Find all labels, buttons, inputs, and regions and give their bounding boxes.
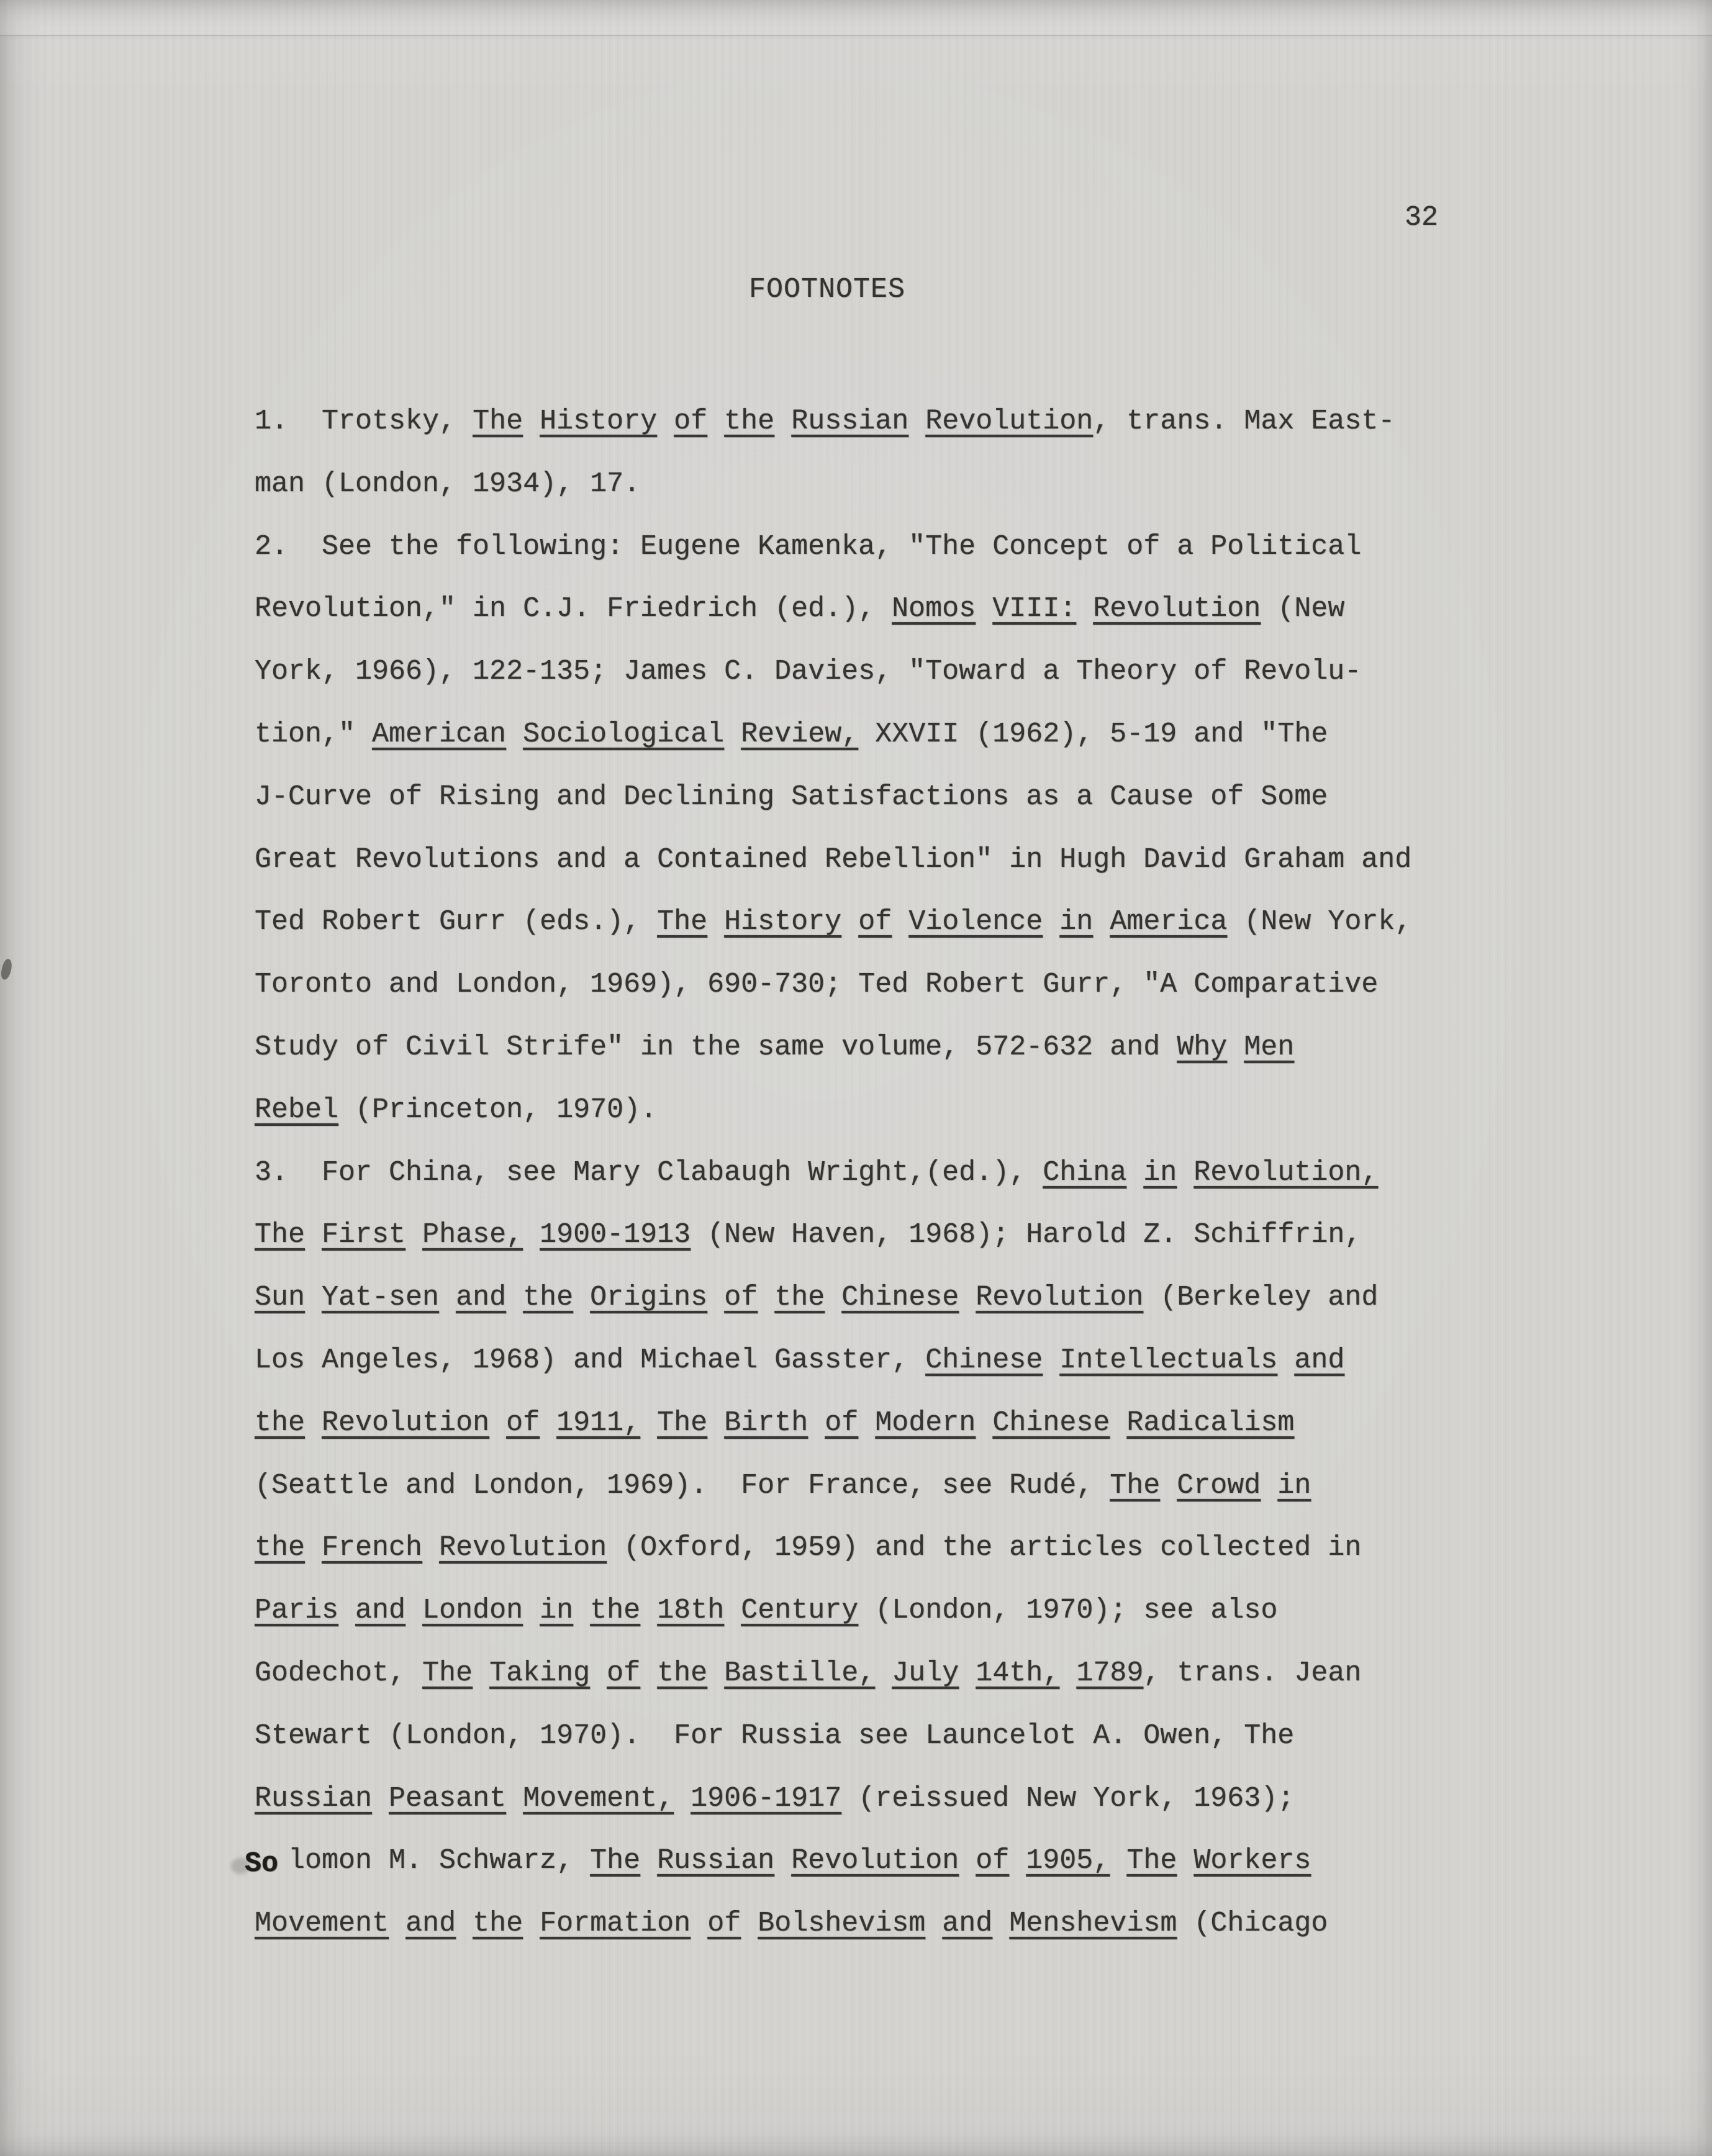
underlined-text: Chinese xyxy=(841,1282,959,1313)
underlined-text: French xyxy=(322,1532,423,1564)
text-run: Toronto and London, 1969), 690-730; Ted Robert Gurr, "A Comparative xyxy=(255,969,1379,1000)
underlined-text: The xyxy=(1126,1845,1177,1877)
text-run: lomon M. Schwarz, xyxy=(288,1845,591,1877)
underlined-text: in xyxy=(1143,1157,1177,1189)
text-run xyxy=(523,1219,540,1251)
text-line xyxy=(255,1722,1294,1750)
underlined-text: the xyxy=(590,1595,641,1626)
text-line xyxy=(255,720,1328,748)
text-line xyxy=(255,908,1411,936)
text-line xyxy=(255,1659,1361,1687)
underlined-text: Modern xyxy=(875,1407,976,1439)
underlined-text: The xyxy=(473,405,523,437)
underlined-text: 1911, xyxy=(556,1407,641,1439)
underlined-text: Movement xyxy=(255,1908,389,1939)
underlined-text: 1905, xyxy=(1026,1845,1110,1877)
underlined-text: Review, xyxy=(741,718,859,750)
underlined-text: Formation xyxy=(540,1908,691,1939)
text-run: (Seattle and London, 1969). For France, see Rudé, xyxy=(255,1470,1110,1502)
underlined-text: Menshevism xyxy=(1009,1908,1177,1939)
text-run: Godechot, xyxy=(255,1657,423,1689)
underlined-text: of xyxy=(724,1282,758,1313)
underlined-text: The xyxy=(657,906,708,938)
underlined-text: Bolshevism xyxy=(758,1908,926,1939)
text-line xyxy=(255,1096,657,1124)
text-line xyxy=(255,1409,1294,1437)
underlined-text: VIII: xyxy=(992,593,1077,625)
underlined-text: Paris xyxy=(255,1595,339,1626)
underlined-text: Sociological xyxy=(523,718,725,750)
underlined-text: The xyxy=(255,1219,306,1251)
text-line xyxy=(255,1534,1361,1562)
overstruck-correction: So xyxy=(245,1848,279,1880)
text-run: , trans. Jean xyxy=(1143,1657,1362,1689)
text-run: man (London, 1934), 17. xyxy=(255,468,641,500)
underlined-text: Revolution xyxy=(925,405,1094,437)
text-line xyxy=(255,595,1344,623)
text-run: J-Curve of Rising and Declining Satisfactions as a Cause of Some xyxy=(255,781,1328,813)
underlined-text: of xyxy=(674,405,708,437)
underlined-text: First xyxy=(322,1219,406,1251)
underlined-text: Chinese xyxy=(992,1407,1110,1439)
text-run: (London, 1970); see also xyxy=(858,1595,1278,1626)
underlined-text: Century xyxy=(741,1595,859,1626)
text-run: XXVII (1962), 5-19 and "The xyxy=(858,718,1328,750)
underlined-text: the xyxy=(774,1282,825,1313)
underlined-text: and xyxy=(456,1282,507,1313)
underlined-text: the xyxy=(255,1532,306,1564)
underlined-text: The xyxy=(657,1407,708,1439)
underlined-text: Russian xyxy=(791,405,909,437)
text-run: (New Haven, 1968); Harold Z. Schiffrin, xyxy=(691,1219,1362,1251)
underlined-text: in xyxy=(1277,1470,1311,1502)
underlined-text: of xyxy=(707,1908,741,1939)
underlined-text: The xyxy=(1110,1470,1161,1502)
text-run: Revolution," in C.J. Friedrich (ed.), xyxy=(255,593,892,625)
underlined-text: Revolution xyxy=(322,1407,490,1439)
text-run xyxy=(640,1407,657,1439)
underlined-text: of xyxy=(825,1407,859,1439)
underlined-text: China xyxy=(1043,1157,1127,1189)
text-run: (Berkeley and xyxy=(1143,1282,1379,1313)
underlined-text: of xyxy=(858,906,892,938)
underlined-text: Phase, xyxy=(422,1219,523,1251)
underlined-text: in xyxy=(1059,906,1094,938)
text-run: (Princeton, 1970). xyxy=(338,1094,658,1126)
underlined-text: Bastille, xyxy=(724,1657,876,1689)
underlined-text: 1906-1917 xyxy=(691,1783,842,1814)
text-run xyxy=(1110,1845,1126,1877)
text-run: Stewart (London, 1970). For Russia see Launcelot A. Owen, The xyxy=(255,1720,1295,1752)
underlined-text: the xyxy=(255,1407,306,1439)
text-run: Study of Civil Strife" in the same volume, 572-632 and xyxy=(255,1031,1177,1063)
text-run: 1. Trotsky, xyxy=(255,405,473,437)
underlined-text: Yat-sen xyxy=(322,1282,440,1313)
text-run: (Oxford, 1959) and the articles collected in xyxy=(607,1532,1362,1564)
text-run: tion," xyxy=(255,718,373,750)
page-title: FOOTNOTES xyxy=(749,274,906,306)
underlined-text: London xyxy=(422,1595,523,1626)
underlined-text: of xyxy=(607,1657,641,1689)
underlined-text: 1900-1913 xyxy=(540,1219,691,1251)
text-run xyxy=(674,1783,691,1814)
underlined-text: and xyxy=(1294,1344,1345,1376)
paper-top-edge xyxy=(0,0,1712,35)
underlined-text: Russian xyxy=(255,1783,373,1814)
underlined-text: Movement, xyxy=(523,1783,674,1814)
underlined-text: and xyxy=(355,1595,406,1626)
text-run: 2. See the following: Eugene Kamenka, "The Concept of a Political xyxy=(255,531,1362,563)
underlined-text: of xyxy=(976,1845,1010,1877)
underlined-text: the xyxy=(657,1657,708,1689)
text-run: (New York, xyxy=(1227,906,1412,938)
underlined-text: and xyxy=(942,1908,993,1939)
text-line xyxy=(255,658,1361,686)
underlined-text: The xyxy=(422,1657,473,1689)
underlined-text: The xyxy=(590,1845,641,1877)
text-run: Great Revolutions and a Contained Rebellion" in Hugh David Graham and xyxy=(255,844,1412,876)
text-run: 3. For China, see Mary Clabaugh Wright,(ed.), xyxy=(255,1157,1043,1189)
underlined-text: Revolution xyxy=(976,1282,1144,1313)
text-line xyxy=(255,533,1361,561)
underlined-text: and xyxy=(405,1908,456,1939)
underlined-text: American xyxy=(372,718,507,750)
text-run: York, 1966), 122-135; James C. Davies, "Toward a Theory of Revolu- xyxy=(255,656,1362,687)
text-run: (New xyxy=(1261,593,1345,625)
underlined-text: 18th xyxy=(657,1595,725,1626)
underlined-text: Revolution xyxy=(791,1845,959,1877)
underlined-text: the xyxy=(473,1908,523,1939)
underlined-text: of xyxy=(506,1407,540,1439)
underlined-text: 14th, xyxy=(976,1657,1060,1689)
text-line xyxy=(255,407,1395,435)
underlined-text: Revolution, xyxy=(1193,1157,1379,1189)
text-line xyxy=(255,470,640,498)
text-line xyxy=(255,1346,1344,1374)
underlined-text: Radicalism xyxy=(1126,1407,1295,1439)
text-run xyxy=(1059,1657,1076,1689)
text-line xyxy=(255,971,1378,999)
text-line xyxy=(255,1472,1311,1500)
underlined-text: Men xyxy=(1244,1031,1295,1063)
text-run xyxy=(1076,593,1093,625)
underlined-text: Taking xyxy=(489,1657,591,1689)
text-line xyxy=(255,1221,1361,1249)
text-run xyxy=(875,1657,892,1689)
text-line xyxy=(255,1159,1378,1187)
text-run: Los Angeles, 1968) and Michael Gasster, xyxy=(255,1344,926,1376)
text-run: (reissued New York, 1963); xyxy=(841,1783,1295,1814)
underlined-text: Peasant xyxy=(389,1783,507,1814)
text-run: , trans. Max East- xyxy=(1093,405,1395,437)
underlined-text: the xyxy=(724,405,775,437)
underlined-text: Russian xyxy=(657,1845,775,1877)
text-run: (Chicago xyxy=(1177,1908,1328,1939)
text-line xyxy=(255,1033,1294,1061)
underlined-text: July xyxy=(892,1657,959,1689)
underlined-text: Workers xyxy=(1193,1845,1311,1877)
underlined-text: Sun xyxy=(255,1282,306,1313)
underlined-text: Revolution xyxy=(1093,593,1261,625)
underlined-text: Origins xyxy=(590,1282,708,1313)
underlined-text: America xyxy=(1110,906,1228,938)
text-line xyxy=(255,1909,1328,1937)
underlined-text: Revolution xyxy=(439,1532,607,1564)
underlined-text: Birth xyxy=(724,1407,808,1439)
underlined-text: Why xyxy=(1177,1031,1228,1063)
underlined-text: Violence xyxy=(908,906,1043,938)
ink-mark xyxy=(0,958,14,981)
text-line xyxy=(255,1785,1294,1813)
underlined-text: Rebel xyxy=(255,1094,339,1126)
underlined-text: Nomos xyxy=(892,593,976,625)
underlined-text: 1789 xyxy=(1076,1657,1144,1689)
underlined-text: Chinese xyxy=(925,1344,1043,1376)
underlined-text: History xyxy=(540,405,658,437)
underlined-text: Intellectuals xyxy=(1059,1344,1278,1376)
text-run: Ted Robert Gurr (eds.), xyxy=(255,906,658,938)
text-line xyxy=(245,1845,1311,1880)
paper-seam xyxy=(0,35,1712,36)
text-line xyxy=(255,783,1328,811)
underlined-text: the xyxy=(523,1282,574,1313)
underlined-text: History xyxy=(724,906,842,938)
underlined-text: Crowd xyxy=(1177,1470,1261,1502)
page-number: 32 xyxy=(1405,202,1439,233)
text-line xyxy=(255,846,1411,874)
text-line xyxy=(255,1284,1378,1311)
underlined-text: in xyxy=(540,1595,574,1626)
text-line xyxy=(255,1597,1277,1624)
